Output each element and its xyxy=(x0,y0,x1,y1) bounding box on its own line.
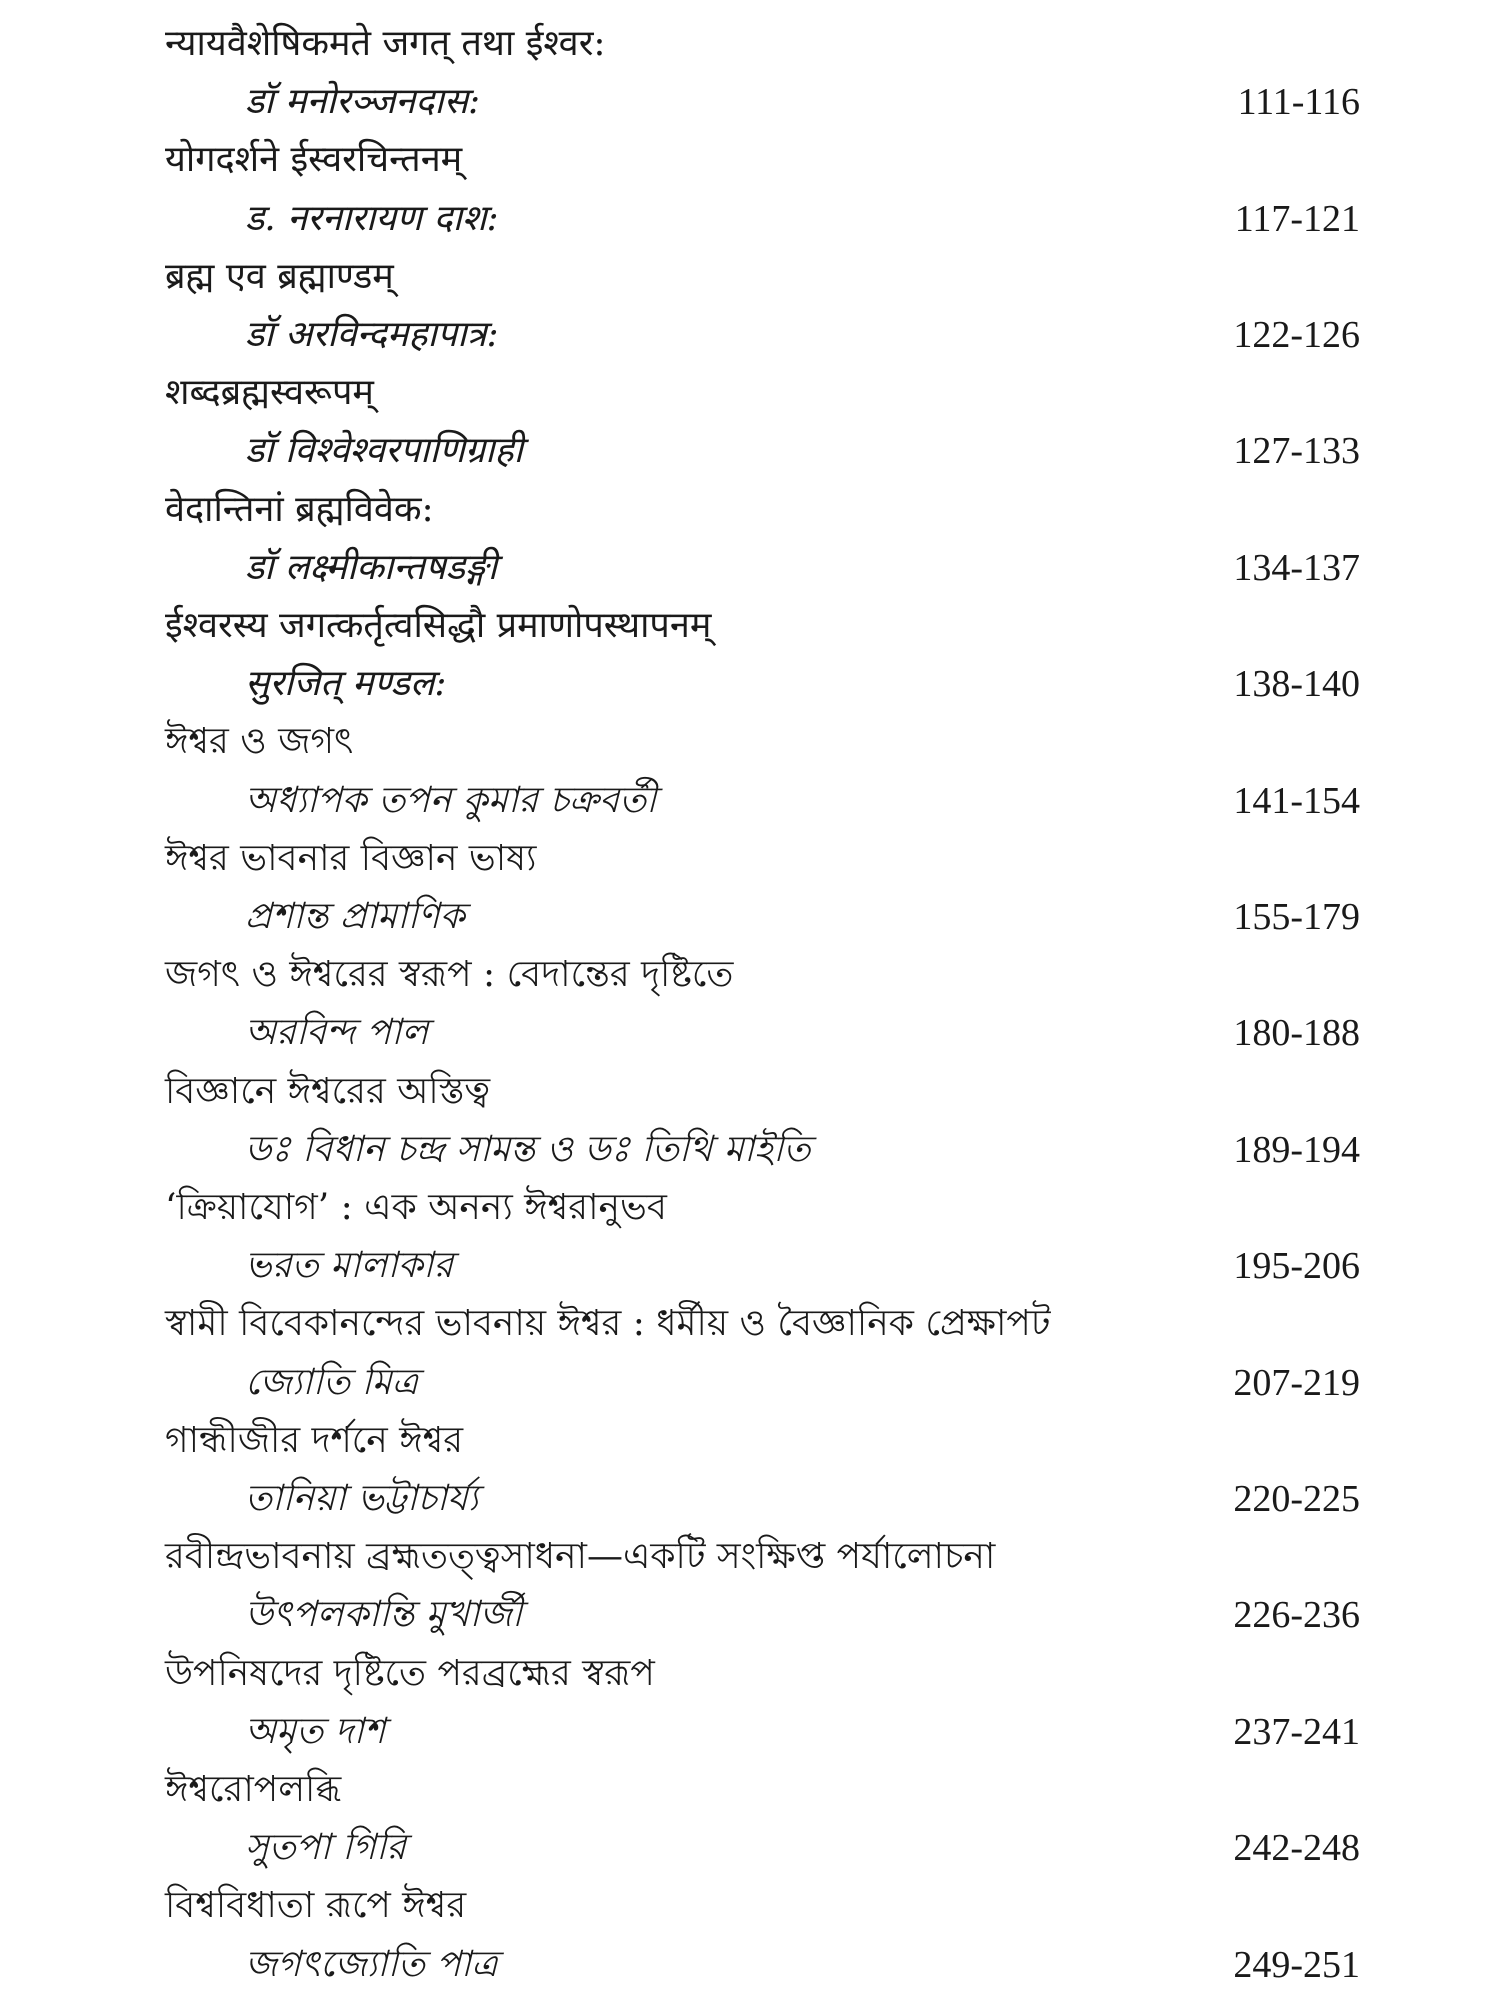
toc-author-row xyxy=(0,1122,1500,1182)
article-author: জগৎজ্যোতি পাত্র xyxy=(245,1943,498,1985)
article-title: योगदर्शने ईस्वरचिन्तनम् xyxy=(165,139,463,181)
article-title: বিজ্ঞানে ঈশ্বরের অস্তিত্ব xyxy=(165,1070,491,1112)
article-author: অরবিন্দ পাল xyxy=(245,1012,429,1054)
article-author: डॉ लक्ष्मीकान्तषडङ्गी xyxy=(245,546,498,588)
toc-author-row xyxy=(0,656,1500,716)
page-range: 122-126 xyxy=(1233,314,1360,356)
article-title: রবীন্দ্রভাবনায় ব্রহ্মতত্ত্বসাধনা—একটি সংক্ষিপ্ত পর্যালোচনা xyxy=(165,1536,996,1578)
toc-title-row xyxy=(0,132,1500,192)
toc-author-row xyxy=(0,1587,1500,1647)
toc-title-row xyxy=(0,714,1500,774)
article-author: জ্যোতি মিত্র xyxy=(245,1361,419,1403)
article-author: অধ্যাপক তপন কুমার চক্রবর্তী xyxy=(245,779,657,821)
toc-title-row xyxy=(0,1296,1500,1356)
article-author: ভরত মালাকার xyxy=(245,1245,454,1287)
toc-author-row xyxy=(0,307,1500,367)
toc-title-row xyxy=(0,1529,1500,1589)
article-title: ঈশ্বর ভাবনার বিজ্ঞান ভাষ্য xyxy=(165,837,537,879)
page-range: 207-219 xyxy=(1233,1361,1360,1404)
article-author: উৎপলকান্তি মুখার্জী xyxy=(245,1594,523,1636)
article-title: উপনিষদের দৃষ্টিতে পরব্রহ্মের স্বরূপ xyxy=(165,1652,655,1694)
article-title: গান্ধীজীর দর্শনে ঈশ্বর xyxy=(165,1419,464,1461)
page-range: 111-116 xyxy=(1237,81,1360,124)
toc-author-row xyxy=(0,1355,1500,1415)
toc-author-row xyxy=(0,1820,1500,1880)
toc-title-row xyxy=(0,16,1500,76)
page-range: 127-133 xyxy=(1233,430,1360,473)
toc-title-row xyxy=(0,365,1500,425)
toc-author-row xyxy=(0,1005,1500,1065)
toc-title-row xyxy=(0,1413,1500,1473)
article-title: জগৎ ও ঈশ্বরের স্বরূপ : বেদান্তের দৃষ্টিতে xyxy=(165,954,734,996)
article-title: वेदान्तिनां ब्रह्मविवेक: xyxy=(165,488,434,530)
article-author: তানিয়া ভট্টাচার্য্য xyxy=(245,1478,479,1519)
toc-title-row xyxy=(0,598,1500,658)
article-author: डॉ विश्वेश्वरपाणिग्राही xyxy=(245,430,523,472)
article-title: शब्दब्रह्मस्वरूपम् xyxy=(165,372,374,414)
page-range: 242-248 xyxy=(1233,1827,1360,1870)
toc-title-row xyxy=(0,831,1500,891)
article-author: অমৃত দাশ xyxy=(245,1710,386,1752)
article-title: ঈশ্বর ও জগৎ xyxy=(165,721,354,763)
toc-title-row xyxy=(0,1762,1500,1822)
page-range: 155-179 xyxy=(1233,896,1360,938)
article-author: ডঃ বিধান চন্দ্র সামন্ত ও ডঃ তিথি মাইতি xyxy=(245,1128,811,1170)
toc-author-row xyxy=(0,191,1500,251)
toc-author-row xyxy=(0,1937,1500,1997)
page-range: 220-225 xyxy=(1233,1478,1360,1520)
toc-author-row xyxy=(0,74,1500,134)
toc-title-row xyxy=(0,1646,1500,1706)
toc-author-row xyxy=(0,540,1500,600)
page-range: 134-137 xyxy=(1233,546,1360,589)
toc-title-row xyxy=(0,249,1500,309)
page-range: 237-241 xyxy=(1233,1710,1360,1753)
article-author: डॉ अरविन्दमहापात्र: xyxy=(245,314,499,355)
toc-title-row xyxy=(0,1064,1500,1124)
toc-author-row xyxy=(0,1471,1500,1531)
article-title: न्यायवैशेषिकमते जगत् तथा ईश्वर: xyxy=(165,23,606,64)
toc-author-row xyxy=(0,1704,1500,1764)
toc-author-row xyxy=(0,773,1500,833)
page-range: 195-206 xyxy=(1233,1245,1360,1288)
page-range: 138-140 xyxy=(1233,663,1360,706)
article-title: ब्रह्म एव ब्रह्माण्डम् xyxy=(165,255,394,297)
toc-author-row xyxy=(0,423,1500,483)
page-range: 180-188 xyxy=(1233,1012,1360,1055)
article-author: সুতপা গিরি xyxy=(245,1827,407,1869)
toc-title-row xyxy=(0,482,1500,542)
article-title: বিশ্ববিধাতা রূপে ঈশ্বর xyxy=(165,1885,467,1927)
toc-title-row xyxy=(0,1878,1500,1938)
article-title: ईश्वरस्य जगत्कर्तृत्वसिद्धौ प्रमाणोपस्थापनम् xyxy=(165,605,712,646)
article-author: सुरजित् मण्डल: xyxy=(245,663,447,705)
page-range: 189-194 xyxy=(1233,1128,1360,1171)
article-title: ঈশ্বরোপলব্ধি xyxy=(165,1769,342,1810)
article-title: ‘ক্রিয়াযোগ’ : এক অনন্য ঈশ্বরানুভব xyxy=(165,1187,667,1228)
article-author: প্রশান্ত প্রামাণিক xyxy=(245,896,465,937)
article-title: স্বামী বিবেকানন্দের ভাবনায় ঈশ্বর : ধর্মীয় ও বৈজ্ঞানিক প্রেক্ষাপট xyxy=(165,1303,1051,1345)
page-range: 141-154 xyxy=(1233,779,1360,822)
toc-author-row xyxy=(0,889,1500,949)
article-author: डॉ मनोरञ्जनदास: xyxy=(245,81,481,123)
article-author: ड. नरनारायण दाश: xyxy=(245,197,499,239)
toc-title-row xyxy=(0,947,1500,1007)
toc-author-row xyxy=(0,1238,1500,1298)
page-range: 226-236 xyxy=(1233,1594,1360,1637)
toc-title-row xyxy=(0,1180,1500,1240)
page-range: 249-251 xyxy=(1233,1943,1360,1986)
page-range: 117-121 xyxy=(1234,197,1360,240)
